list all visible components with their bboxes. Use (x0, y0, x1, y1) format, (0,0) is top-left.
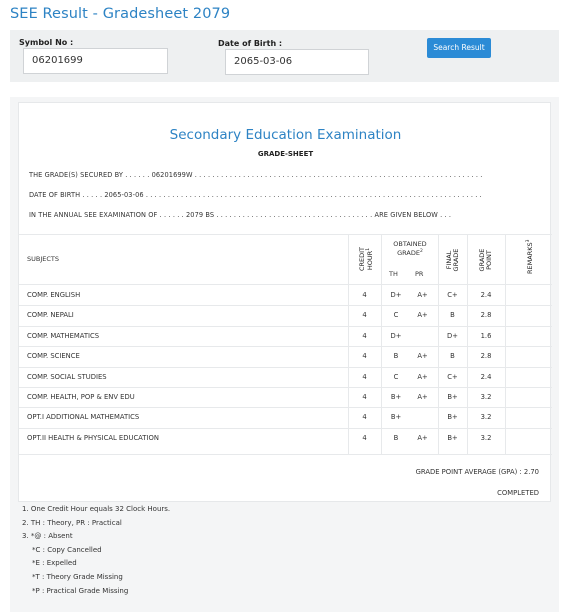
subject-name: COMP. HEALTH, POP & ENV EDU (27, 393, 135, 401)
gp-cell: 2.8 (480, 352, 492, 361)
credit-sup: 1 (365, 247, 371, 251)
gradesheet (18, 102, 551, 502)
th-cell: D+ (390, 331, 402, 340)
note-line: *P : Practical Grade Missing (32, 586, 129, 595)
exam-line: IN THE ANNUAL SEE EXAMINATION OF . . . . . . 2079 BS . . . . . . . . . . . . . . . . . . . . . . . . . . . . . . . . . . . . ARE GIVEN BELOW . . . (29, 211, 452, 219)
row-divider (19, 407, 552, 408)
gradesheet-subtitle: GRADE-SHEET (257, 150, 314, 158)
search-form (10, 30, 559, 82)
table-header-border (19, 284, 552, 285)
final-text2: GRADE (452, 248, 460, 272)
gradesheet-container (10, 97, 559, 612)
final-cell: B (450, 311, 455, 320)
th-cell: B (393, 352, 399, 361)
row-divider (19, 346, 552, 347)
symbol-input[interactable]: 06201699 (23, 48, 168, 74)
symbol-label: Symbol No : (19, 38, 74, 47)
gp-cell: 2.4 (480, 372, 492, 381)
gp-cell: 3.2 (480, 433, 492, 442)
row-divider (19, 326, 552, 327)
credit-cell: 4 (362, 372, 367, 381)
completed-status: COMPLETED (497, 489, 539, 497)
th-cell: B+ (390, 413, 402, 422)
subject-name: OPT.I ADDITIONAL MATHEMATICS (27, 413, 140, 422)
row-divider (19, 387, 552, 388)
subject-name: COMP. MATHEMATICS (27, 331, 100, 340)
note-line: *C : Copy Cancelled (32, 545, 102, 554)
th-cell: C (393, 311, 399, 320)
obtained-text: OBTAINED (393, 240, 427, 248)
row-divider (19, 305, 552, 306)
credit-cell: 4 (362, 331, 367, 340)
pr-cell: A+ (417, 352, 428, 361)
credit-cell: 4 (362, 413, 367, 422)
th-header: TH (389, 270, 398, 278)
col-divider (505, 234, 506, 454)
credit-cell: 4 (362, 352, 367, 361)
final-grade-header (446, 247, 460, 273)
subjects-header: SUBJECTS (27, 255, 60, 263)
note-line: 2. TH : Theory, PR : Practical (22, 518, 122, 527)
subject-name: COMP. SCIENCE (27, 352, 80, 361)
final-cell: D+ (447, 331, 458, 340)
page-title: SEE Result - Gradesheet 2079 (10, 6, 231, 22)
final-cell: B+ (447, 413, 458, 422)
gpa-text: GRADE POINT AVERAGE (GPA) : 2.70 (415, 468, 539, 476)
row-divider (19, 428, 552, 429)
pr-cell: A+ (417, 433, 428, 442)
subject-name: COMP. SOCIAL STUDIES (27, 372, 107, 381)
th-cell: B+ (390, 393, 402, 401)
note-line: *E : Expelled (32, 559, 77, 568)
gp-text2: POINT (485, 250, 493, 270)
pr-cell: A+ (417, 291, 428, 299)
gp-cell: 2.8 (480, 311, 492, 320)
credit-header-text: CREDIT (358, 246, 366, 272)
pr-cell: A+ (417, 311, 428, 320)
final-cell: C+ (447, 372, 458, 381)
th-cell: C (393, 372, 399, 381)
dob-line: DATE OF BIRTH . . . . . 2065-03-06 . . . . . . . . . . . . . . . . . . . . . . . . . . . . . . . . . . . . . . . . . . . . . . . . . . . . . . . . . . . . . . . . . . . . . . . . . . . . . (29, 191, 482, 199)
th-cell: D+ (390, 291, 402, 299)
grade-text: GRADE (397, 249, 420, 258)
remarks-header (526, 240, 534, 274)
final-cell: B+ (447, 393, 458, 401)
pr-header: PR (415, 270, 424, 278)
dob-input[interactable]: 2065-03-06 (225, 49, 369, 75)
remarks-sup: 3 (526, 239, 531, 243)
subject-name: COMP. NEPALI (27, 311, 74, 320)
gp-cell: 2.4 (480, 291, 492, 299)
search-result-button[interactable]: Search Result (427, 38, 491, 58)
credit-cell: 4 (362, 433, 367, 442)
secured-by-line: THE GRADE(S) SECURED BY . . . . . . 06201699W . . . . . . . . . . . . . . . . . . . . . . . . . . . . . . . . . . . . . . . . . . . . . . . . . . . . . . . . . . . . . . . . . . (29, 171, 483, 179)
note-line: 3. *@ : Absent (22, 532, 73, 541)
exam-title: Secondary Education Examination (169, 127, 402, 143)
credit-hour-header (358, 246, 374, 272)
credit-cell: 4 (362, 311, 367, 320)
gp-text: GRADE (478, 248, 486, 272)
col-divider (381, 234, 382, 454)
final-cell: B (450, 352, 455, 361)
th-cell: B (393, 433, 399, 442)
grade-point-header (479, 247, 493, 273)
note-line: 1. One Credit Hour equals 32 Clock Hours. (22, 505, 171, 513)
pr-cell: A+ (417, 393, 428, 401)
row-divider (19, 367, 552, 368)
remarks-text: REMARKS (526, 242, 535, 274)
table-bottom-border (19, 454, 552, 455)
gp-cell: 1.6 (480, 331, 492, 340)
table-top-border (19, 234, 552, 235)
pr-cell: A+ (417, 372, 428, 381)
gp-cell: 3.2 (480, 393, 492, 401)
final-cell: C+ (447, 291, 458, 299)
note-line: *T : Theory Grade Missing (32, 573, 123, 581)
grade-sup: 2 (419, 249, 423, 254)
credit-cell: 4 (362, 393, 367, 401)
final-text: FINAL (445, 250, 453, 270)
credit-header-text2: HOUR (365, 250, 374, 271)
gp-cell: 3.2 (480, 413, 492, 422)
credit-cell: 4 (362, 291, 367, 299)
obtained-grade-header (384, 240, 436, 257)
subject-name: OPT.II HEALTH & PHYSICAL EDUCATION (27, 433, 159, 442)
subject-name: COMP. ENGLISH (27, 291, 81, 299)
dob-label: Date of Birth : (218, 39, 283, 48)
final-cell: B+ (447, 433, 458, 442)
